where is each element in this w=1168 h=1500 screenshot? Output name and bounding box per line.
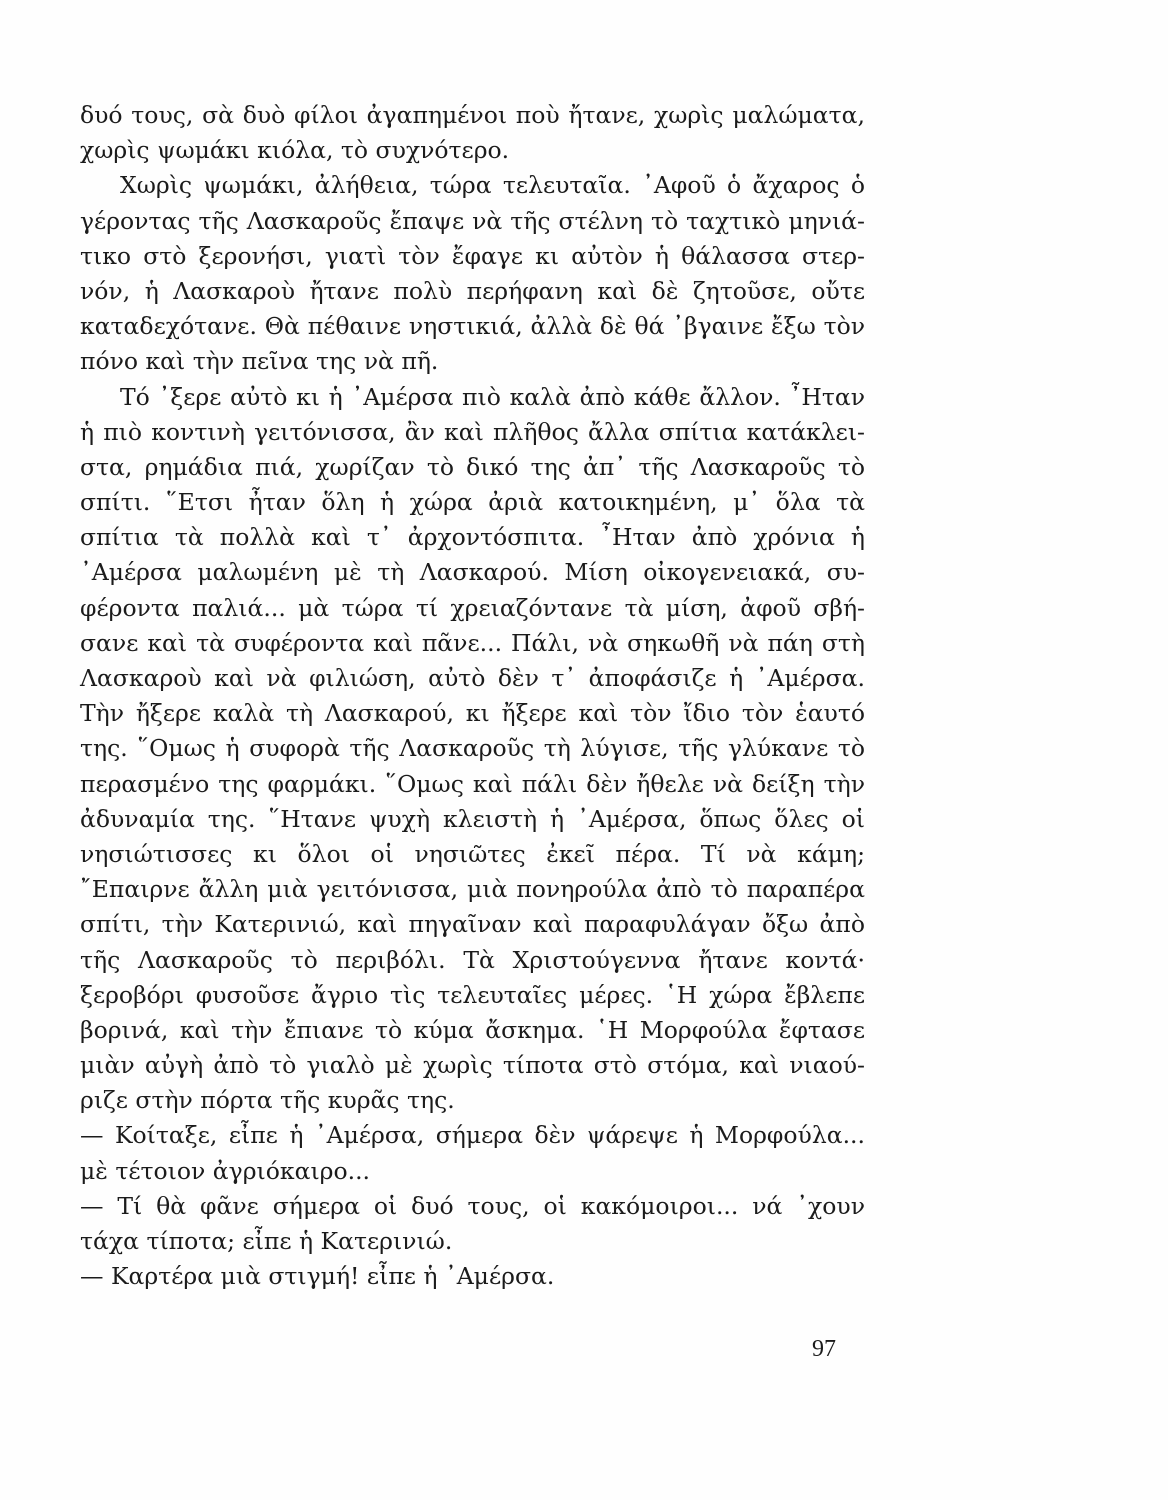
text-line: σανε καὶ τὰ συφέροντα καὶ πᾶνε... Πάλι, νὰ σηκωθῆ νὰ πάη στὴ — [80, 628, 865, 657]
text-line: σπίτι. ῞Ετσι ἦταν ὅλη ἡ χώρα ἀριὰ κατοικημένη, μ᾿ ὅλα τὰ — [80, 488, 865, 517]
text-line: τικο στὸ ξερονήσι, γιατὶ τὸν ἔφαγε κι αὐτὸν ἡ θάλασσα στερ- — [80, 241, 865, 270]
text-line: τάχα τίποτα; εἶπε ἡ Κατερινιώ. — [80, 1227, 453, 1255]
text-line: γέροντας τῆς Λασκαροῦς ἔπαψε νὰ τῆς στέλνη τὸ ταχτικὸ μηνιά- — [80, 206, 865, 235]
text-line: δυό τους, σὰ δυὸ φίλοι ἀγαπημένοι ποὺ ἤτανε, χωρὶς μαλώματα, — [80, 101, 865, 129]
dialogue-line: — Καρτέρα μιὰ στιγμή! εἶπε ἡ ᾿Αμέρσα. — [80, 1262, 555, 1291]
text-line: καταδεχότανε. Θὰ πέθαινε νηστικιά, ἀλλὰ δὲ θά ᾿βγαινε ἔξω τὸν — [80, 312, 865, 341]
text-line: πόνο καὶ τὴν πεῖνα της νὰ πῆ. — [80, 347, 439, 376]
text-line: Τό ᾿ξερε αὐτὸ κι ἡ ᾿Αμέρσα πιὸ καλὰ ἀπὸ κάθε ἄλλον. ῏Ηταν — [120, 382, 865, 411]
text-line: της. ῞Ομως ἡ συφορὰ τῆς Λασκαροῦς τὴ λύγισε, τῆς γλύκανε τὸ — [80, 734, 865, 763]
dialogue-line: — Τί θὰ φᾶνε σήμερα οἱ δυό τους, οἱ κακόμοιροι... νά ᾿χουν — [80, 1191, 865, 1220]
text-line: περασμένο της φαρμάκι. ῞Ομως καὶ πάλι δὲν ἤθελε νὰ δείξη τὴν — [80, 769, 865, 798]
text-line: ἀδυναμία της. ῞Ητανε ψυχὴ κλειστὴ ἡ ᾿Αμέρσα, ὅπως ὅλες οἱ — [80, 804, 865, 833]
text-line: χωρὶς ψωμάκι κιόλα, τὸ συχνότερο. — [80, 136, 510, 165]
text-line: Λασκαροὺ καὶ νὰ φιλιώση, αὐτὸ δὲν τ᾿ ἀποφάσιζε ἡ ᾿Αμέρσα. — [80, 664, 865, 692]
text-line: ξεροβόρι φυσοῦσε ἄγριο τὶς τελευταῖες μέρες. ῾Η χώρα ἔβλεπε — [80, 980, 865, 1009]
text-line: νησιώτισσες κι ὅλοι οἱ νησιῶτες ἐκεῖ πέρα. Τί νὰ κάμη; — [80, 839, 865, 868]
text-line: ᾿Αμέρσα μαλωμένη μὲ τὴ Λασκαρού. Μίση οἰκογενειακά, συ- — [80, 558, 865, 587]
text-line: στα, ρημάδια πιά, χωρίζαν τὸ δικό της ἀπ᾿ τῆς Λασκαροῦς τὸ — [80, 452, 865, 481]
text-line: σπίτια τὰ πολλὰ καὶ τ᾿ ἀρχοντόσπιτα. ῏Ηταν ἀπὸ χρόνια ἡ — [80, 523, 865, 552]
text-line: βορινά, καὶ τὴν ἔπιανε τὸ κύμα ἄσκημα. ῾Η Μορφούλα ἔφτασε — [80, 1015, 865, 1044]
text-line: ῎Επαιρνε ἄλλη μιὰ γειτόνισσα, μιὰ πονηρούλα ἀπὸ τὸ παραπέρα — [80, 875, 865, 904]
text-line: μιὰν αὐγὴ ἀπὸ τὸ γιαλὸ μὲ χωρὶς τίποτα στὸ στόμα, καὶ νιαού- — [80, 1051, 865, 1080]
text-line: ριζε στὴν πόρτα τῆς κυρᾶς της. — [80, 1086, 455, 1115]
page-number: 97 — [812, 1336, 836, 1362]
text-line: Χωρὶς ψωμάκι, ἀλήθεια, τώρα τελευταῖα. ᾿Αφοῦ ὁ ἄχαρος ὁ — [120, 171, 865, 200]
body-text — [80, 98, 865, 1294]
text-line: φέροντα παλιά... μὰ τώρα τί χρειαζόντανε τὰ μίση, ἀφοῦ σβή- — [80, 593, 865, 622]
text-line: ἡ πιὸ κοντινὴ γειτόνισσα, ἂν καὶ πλῆθος ἄλλα σπίτια κατάκλει- — [80, 417, 865, 446]
text-line: Τὴν ἤξερε καλὰ τὴ Λασκαρού, κι ἤξερε καὶ τὸν ἴδιο τὸν ἑαυτό — [80, 699, 865, 728]
text-line: μὲ τέτοιον ἀγριόκαιρο... — [80, 1156, 371, 1185]
text-line: τῆς Λασκαροῦς τὸ περιβόλι. Τὰ Χριστούγεννα ἤτανε κοντά· — [80, 945, 865, 974]
text-line: νόν, ἡ Λασκαροὺ ἤτανε πολὺ περήφανη καὶ δὲ ζητοῦσε, οὔτε — [80, 276, 865, 305]
text-line: σπίτι, τὴν Κατερινιώ, καὶ πηγαῖναν καὶ παραφυλάγαν ὄξω ἀπὸ — [80, 910, 865, 939]
dialogue-line: — Κοίταξε, εἶπε ἡ ᾿Αμέρσα, σήμερα δὲν ψάρεψε ἡ Μορφούλα... — [80, 1121, 865, 1150]
